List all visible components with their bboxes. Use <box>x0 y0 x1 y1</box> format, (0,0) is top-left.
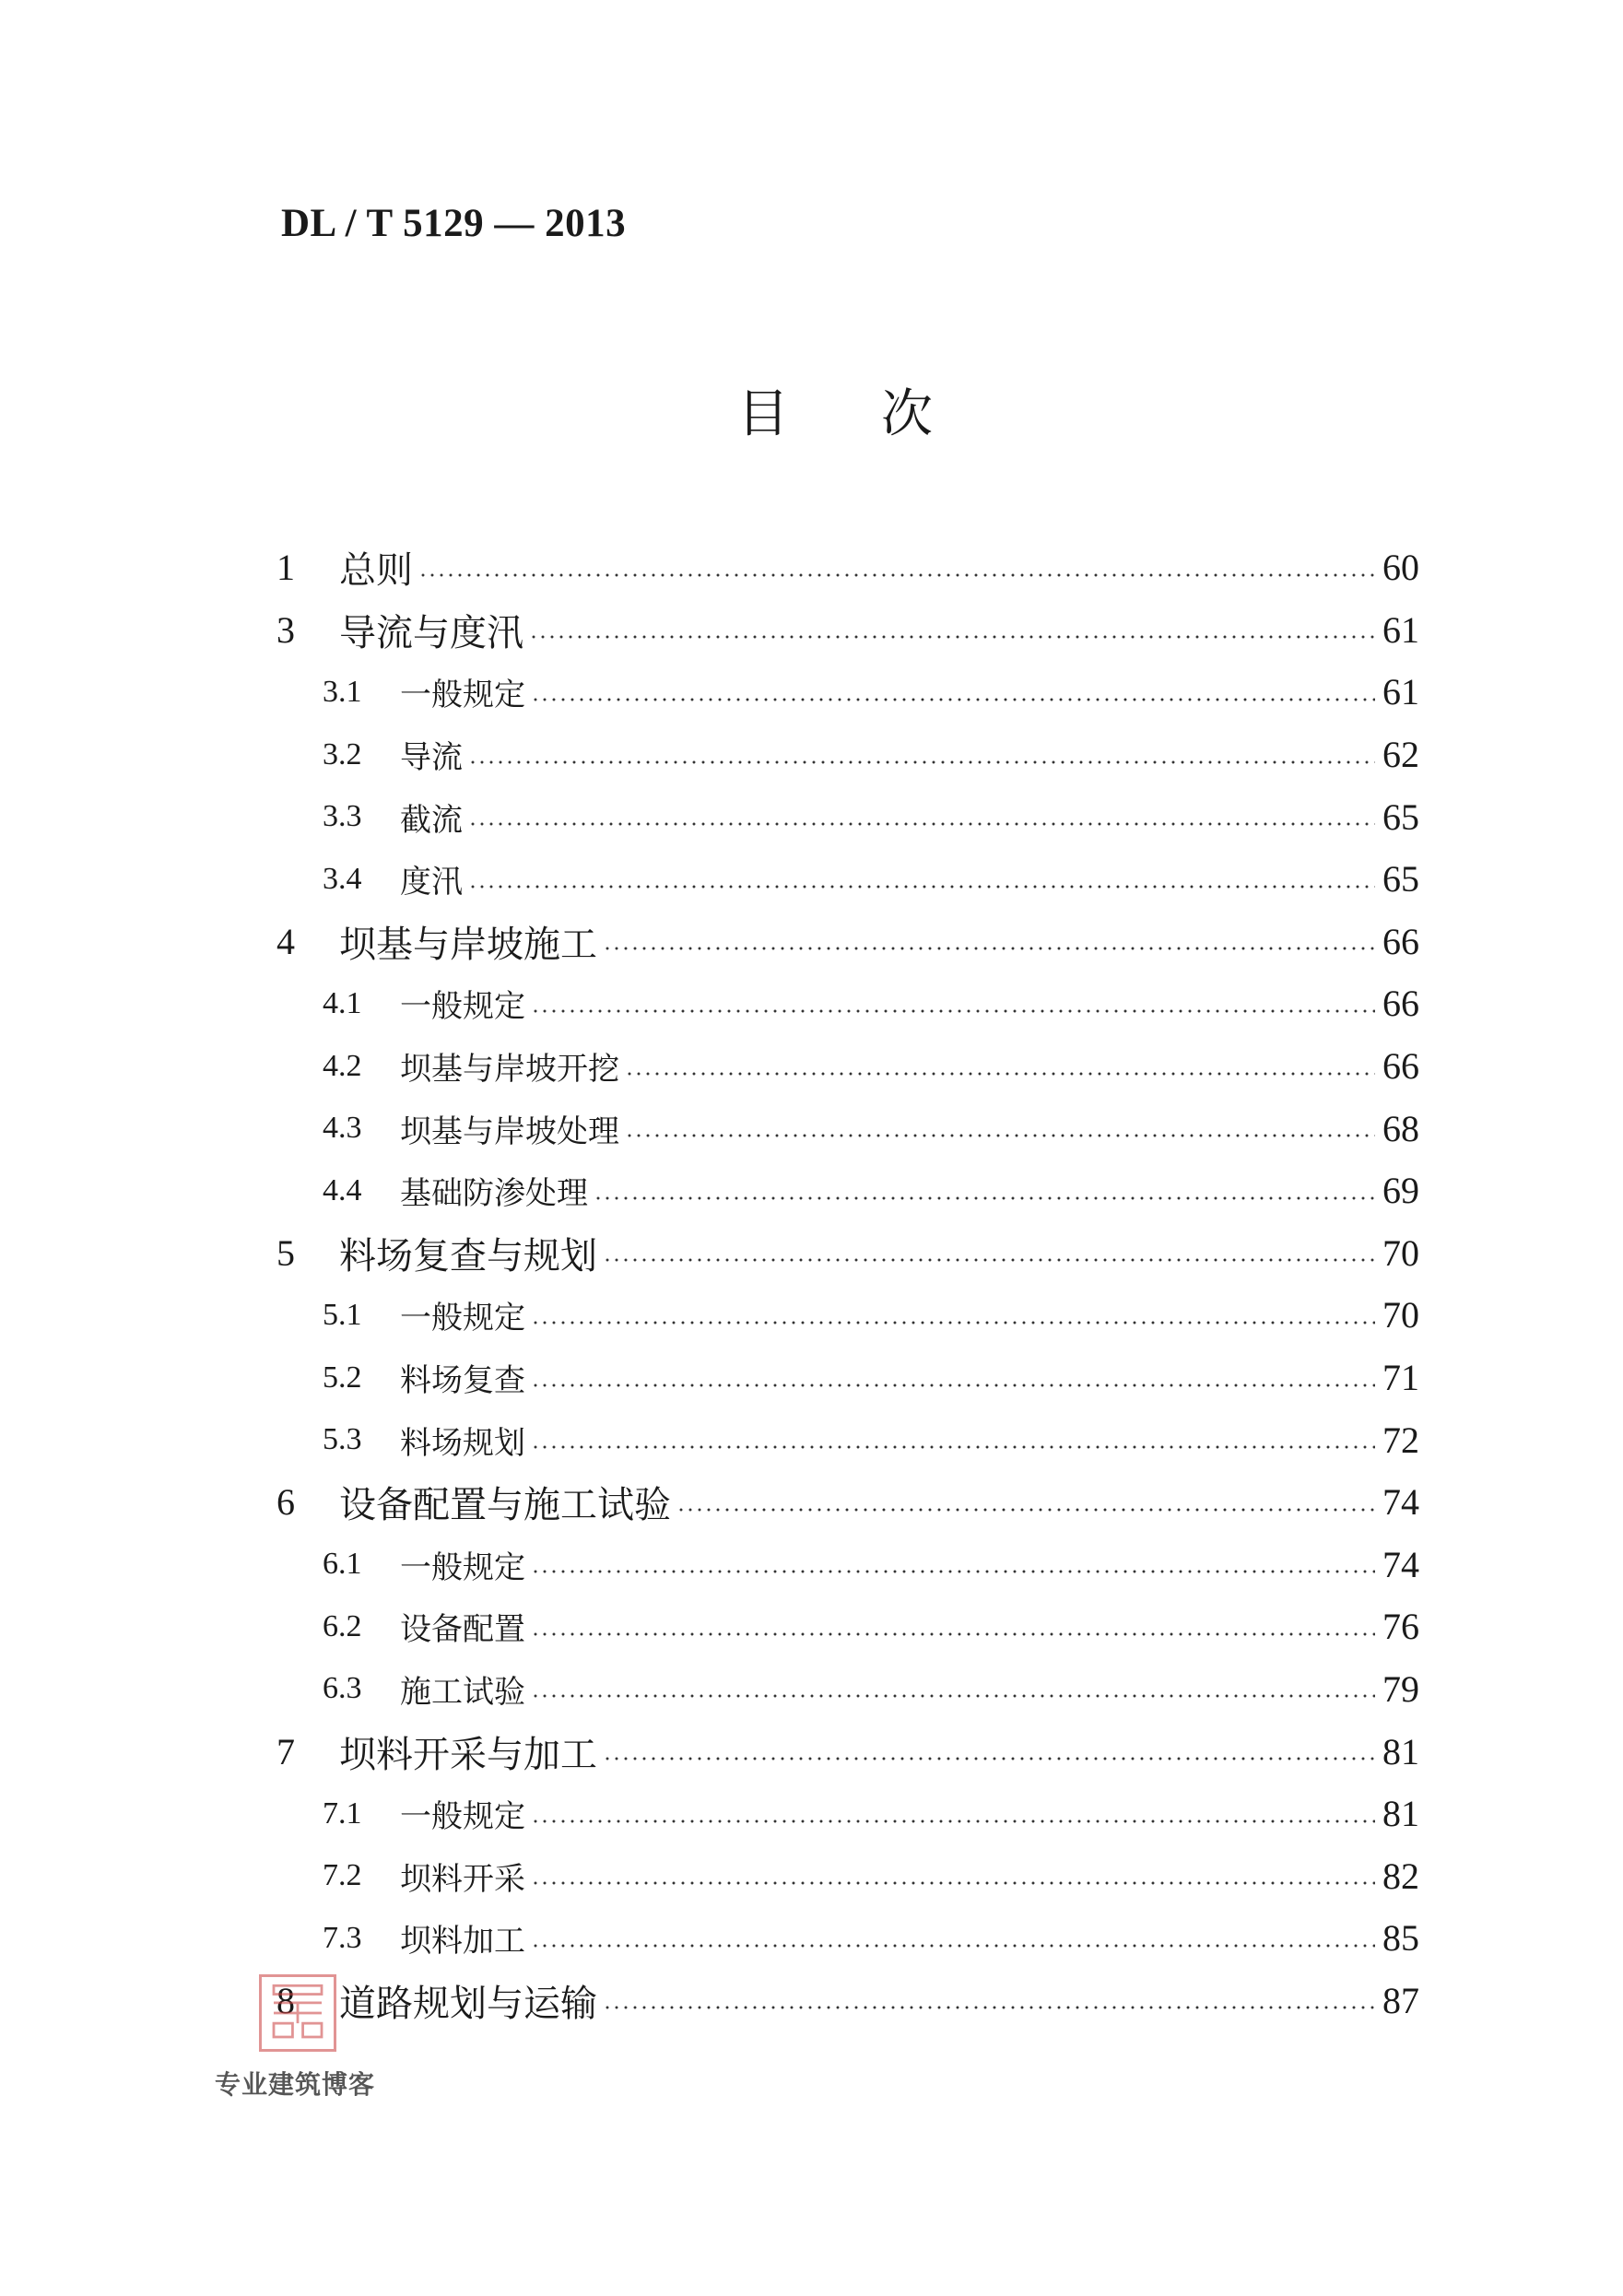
toc-chapter-entry[interactable] <box>276 1720 1419 1783</box>
toc-entry-number: 3.3 <box>323 799 362 834</box>
toc-entry-title: 坝基与岸坡开挖 <box>400 1051 619 1089</box>
toc-entry-number: 5.1 <box>323 1297 362 1332</box>
toc-entry-number: 6.3 <box>323 1671 362 1706</box>
toc-entry-title: 截流 <box>400 801 463 839</box>
toc-entry-title: 一般规定 <box>400 677 525 714</box>
toc-entry-page: 65 <box>1382 795 1419 838</box>
toc-entry-page: 66 <box>1382 1045 1419 1088</box>
toc-entry-title: 总则 <box>339 549 413 593</box>
toc-entry-number: 8 <box>276 1979 295 2021</box>
toc-entry-page: 79 <box>1382 1667 1419 1710</box>
toc-chapter-entry[interactable] <box>276 599 1419 662</box>
toc-entry-title: 坝料加工 <box>400 1923 525 1960</box>
dot-leader <box>468 760 1375 764</box>
toc-entry-title: 一般规定 <box>400 1798 525 1836</box>
dot-leader <box>531 1819 1375 1823</box>
toc-entry-title: 料场规划 <box>400 1424 525 1462</box>
toc-chapter-entry[interactable] <box>276 1222 1419 1285</box>
dot-leader <box>418 573 1375 577</box>
toc-section-entry[interactable] <box>276 972 1419 1035</box>
toc-entry-number: 1 <box>276 547 295 589</box>
watermark <box>215 1963 436 2102</box>
dot-leader <box>531 1694 1375 1698</box>
toc-entry-page: 61 <box>1382 671 1419 713</box>
toc-section-entry[interactable] <box>276 1534 1419 1596</box>
dot-leader <box>594 1196 1375 1200</box>
toc-entry-number: 5.2 <box>323 1360 362 1395</box>
toc-entry-page: 76 <box>1382 1606 1419 1648</box>
toc-entry-page: 74 <box>1382 1481 1419 1524</box>
toc-entry-page: 61 <box>1382 608 1419 651</box>
dot-leader <box>603 947 1375 950</box>
toc-title-char: 次 <box>881 384 933 444</box>
toc-entry-page: 69 <box>1382 1170 1419 1212</box>
dot-leader <box>625 1072 1375 1076</box>
toc-entry-title: 料场复查 <box>400 1362 525 1400</box>
toc-entry-page: 70 <box>1382 1231 1419 1274</box>
toc-section-entry[interactable] <box>276 1658 1419 1721</box>
toc-entry-page: 70 <box>1382 1294 1419 1336</box>
dot-leader <box>529 635 1375 639</box>
toc-section-entry[interactable] <box>276 1284 1419 1347</box>
toc-entry-title: 料场复查与规划 <box>339 1234 597 1278</box>
dot-leader <box>531 1445 1375 1449</box>
toc-entry-title: 坝基与岸坡处理 <box>400 1113 619 1150</box>
toc-entry-title: 一般规定 <box>400 988 525 1026</box>
toc-entry-number: 6.1 <box>323 1547 362 1582</box>
toc-title <box>737 373 933 447</box>
seal-logo <box>259 1974 336 2052</box>
toc-entry-number: 4.1 <box>323 985 362 1020</box>
toc-entry-title: 导流与度汛 <box>339 611 523 654</box>
toc-section-entry[interactable] <box>276 1844 1419 1907</box>
toc-entry-title: 一般规定 <box>400 1300 525 1337</box>
toc-section-entry[interactable] <box>276 661 1419 724</box>
toc-entry-page: 87 <box>1382 1979 1419 2021</box>
toc-entry-number: 5.3 <box>323 1422 362 1457</box>
toc-entry-page: 74 <box>1382 1543 1419 1585</box>
toc-entry-number: 3 <box>276 608 295 651</box>
dot-leader <box>531 1632 1375 1636</box>
toc-entry-title: 基础防渗处理 <box>400 1175 588 1213</box>
dot-leader <box>531 1009 1375 1013</box>
toc-section-entry[interactable] <box>276 1595 1419 1658</box>
dot-leader <box>468 822 1375 826</box>
toc-entry-number: 7.3 <box>323 1920 362 1955</box>
toc-entry-number: 5 <box>276 1231 295 1274</box>
dot-leader <box>531 1383 1375 1387</box>
toc-entry-number: 4.4 <box>323 1172 362 1207</box>
toc-entry-title: 施工试验 <box>400 1673 525 1711</box>
toc-entry-page: 85 <box>1382 1917 1419 1960</box>
seal-glyph-icon <box>262 1977 334 2049</box>
toc-section-entry[interactable] <box>276 848 1419 911</box>
toc-section-entry[interactable] <box>276 1907 1419 1970</box>
toc-section-entry[interactable] <box>276 1783 1419 1845</box>
toc-chapter-entry[interactable] <box>276 1471 1419 1534</box>
toc-entry-title: 坝基与岸坡施工 <box>339 923 597 966</box>
toc-entry-page: 68 <box>1382 1107 1419 1149</box>
toc-entry-number: 4.3 <box>323 1111 362 1146</box>
toc-entry-page: 62 <box>1382 734 1419 776</box>
toc-chapter-entry[interactable] <box>276 536 1419 599</box>
document-code: DL / T 5129 — 2013 <box>281 202 627 245</box>
toc-entry-title: 坝料开采 <box>400 1860 525 1898</box>
toc-entry-number: 3.1 <box>323 674 362 709</box>
toc-entry-number: 6 <box>276 1481 295 1524</box>
dot-leader <box>531 1570 1375 1573</box>
table-of-contents <box>276 536 1419 2031</box>
toc-entry-title: 道路规划与运输 <box>339 1982 597 2025</box>
toc-section-entry[interactable] <box>276 785 1419 848</box>
dot-leader <box>531 1321 1375 1325</box>
dot-leader <box>603 1258 1375 1262</box>
toc-entry-page: 81 <box>1382 1730 1419 1772</box>
toc-entry-page: 60 <box>1382 547 1419 589</box>
watermark-text: 专业建筑博客 <box>215 2069 376 2100</box>
toc-entry-number: 7.1 <box>323 1796 362 1831</box>
toc-section-entry[interactable] <box>276 1035 1419 1098</box>
toc-section-entry[interactable] <box>276 1408 1419 1471</box>
toc-chapter-entry[interactable] <box>276 911 1419 973</box>
toc-entry-page: 72 <box>1382 1419 1419 1461</box>
toc-section-entry[interactable] <box>276 1160 1419 1222</box>
toc-entry-page: 65 <box>1382 858 1419 901</box>
toc-entry-number: 7.2 <box>323 1858 362 1893</box>
dot-leader <box>676 1508 1375 1512</box>
toc-section-entry[interactable] <box>276 1097 1419 1160</box>
toc-entry-page: 66 <box>1382 983 1419 1025</box>
toc-entry-title: 度汛 <box>400 864 463 901</box>
toc-entry-title: 坝料开采与加工 <box>339 1733 597 1776</box>
toc-entry-page: 66 <box>1382 920 1419 962</box>
toc-entry-number: 3.2 <box>323 736 362 771</box>
toc-entry-number: 4.2 <box>323 1048 362 1083</box>
toc-entry-number: 6.2 <box>323 1608 362 1643</box>
toc-entry-number: 4 <box>276 920 295 962</box>
toc-section-entry[interactable] <box>276 1347 1419 1409</box>
toc-entry-number: 3.4 <box>323 861 362 896</box>
dot-leader <box>603 1757 1375 1760</box>
dot-leader <box>603 2006 1375 2009</box>
toc-entry-number: 7 <box>276 1730 295 1772</box>
toc-section-entry[interactable] <box>276 724 1419 786</box>
dot-leader <box>625 1134 1375 1137</box>
toc-entry-page: 71 <box>1382 1357 1419 1399</box>
toc-entry-title: 一般规定 <box>400 1548 525 1586</box>
toc-title-char: 目 <box>737 384 789 444</box>
toc-entry-page: 81 <box>1382 1793 1419 1835</box>
dot-leader <box>468 885 1375 889</box>
toc-entry-title: 导流 <box>400 739 463 777</box>
toc-entry-title: 设备配置与施工试验 <box>339 1484 671 1527</box>
toc-entry-title: 设备配置 <box>400 1611 525 1649</box>
toc-chapter-entry[interactable] <box>276 1970 1419 2032</box>
dot-leader <box>531 698 1375 701</box>
dot-leader <box>531 1944 1375 1948</box>
toc-entry-page: 82 <box>1382 1854 1419 1897</box>
dot-leader <box>531 1881 1375 1885</box>
